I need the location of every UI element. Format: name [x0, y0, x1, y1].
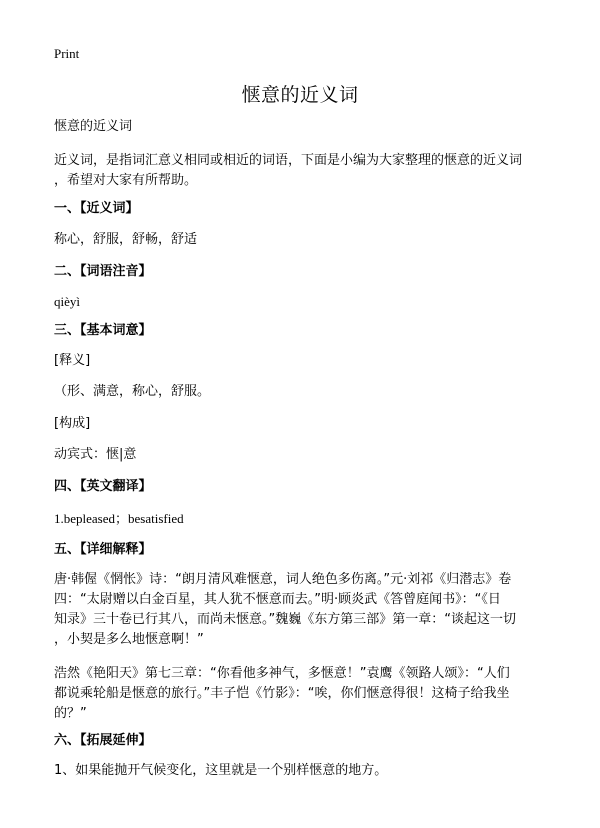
extend-heading: 六、【拓展延伸】	[54, 733, 152, 748]
page-title: 惬意的近义词	[241, 84, 359, 106]
detail-p1-line-2: 四：“太尉赠以白金百星，其人犹不惬意而去。”明·顾炎武《答曾庭闻书》：“《日	[54, 592, 501, 607]
detail-p1-line-4: ，小契是多么地惬意啊！”	[54, 632, 204, 647]
extend-text: 1、如果能抛开气候变化，这里就是一个别样惬意的地方。	[54, 763, 388, 778]
structure-text: 动宾式：惬|意	[54, 447, 137, 462]
english-text: 1.bepleased；besatisfied	[54, 511, 184, 526]
detail-p2-line-3: 的？”	[54, 706, 87, 721]
pinyin-text: qièyì	[54, 294, 80, 309]
meaning-text: （形、满意，称心，舒服。	[54, 384, 211, 399]
synonyms-heading: 一、【近义词】	[54, 201, 139, 216]
detail-heading: 五、【详细解释】	[54, 542, 152, 557]
detail-p2-line-1: 浩然《艳阳天》第七三章：“你看他多神气，多惬意！”袁鹰《领路人颂》：“人们	[54, 666, 510, 681]
detail-p2-line-2: 都说乘轮船是惬意的旅行。”丰子恺《竹影》：“唉，你们惬意得很！这椅子给我坐	[54, 686, 510, 701]
meaning-tag: [释义]	[54, 353, 91, 368]
detail-p1-line-1: 唐·韩偓《惘怅》诗：“朗月清风难惬意，词人绝色多伤离。”元·刘祁《归潜志》卷	[54, 572, 512, 587]
detail-p1-line-3: 知录》三十卷已行其八，而尚未惬意。”魏巍《东方第三部》第一章：“谈起这一切	[54, 612, 516, 627]
english-heading: 四、【英文翻译】	[54, 479, 152, 494]
structure-tag: [构成]	[54, 416, 91, 431]
synonyms-text: 称心，舒服，舒畅，舒适	[54, 232, 198, 247]
intro-line-2: ，希望对大家有所帮助。	[54, 173, 198, 188]
pinyin-heading: 二、【词语注音】	[54, 264, 152, 279]
document-subtitle: 惬意的近义词	[54, 119, 133, 134]
meaning-heading: 三、【基本词意】	[54, 323, 152, 338]
intro-line-1: 近义词，是指词汇意义相同或相近的词语，下面是小编为大家整理的惬意的近义词	[54, 153, 523, 168]
print-label[interactable]: Print	[54, 46, 80, 61]
